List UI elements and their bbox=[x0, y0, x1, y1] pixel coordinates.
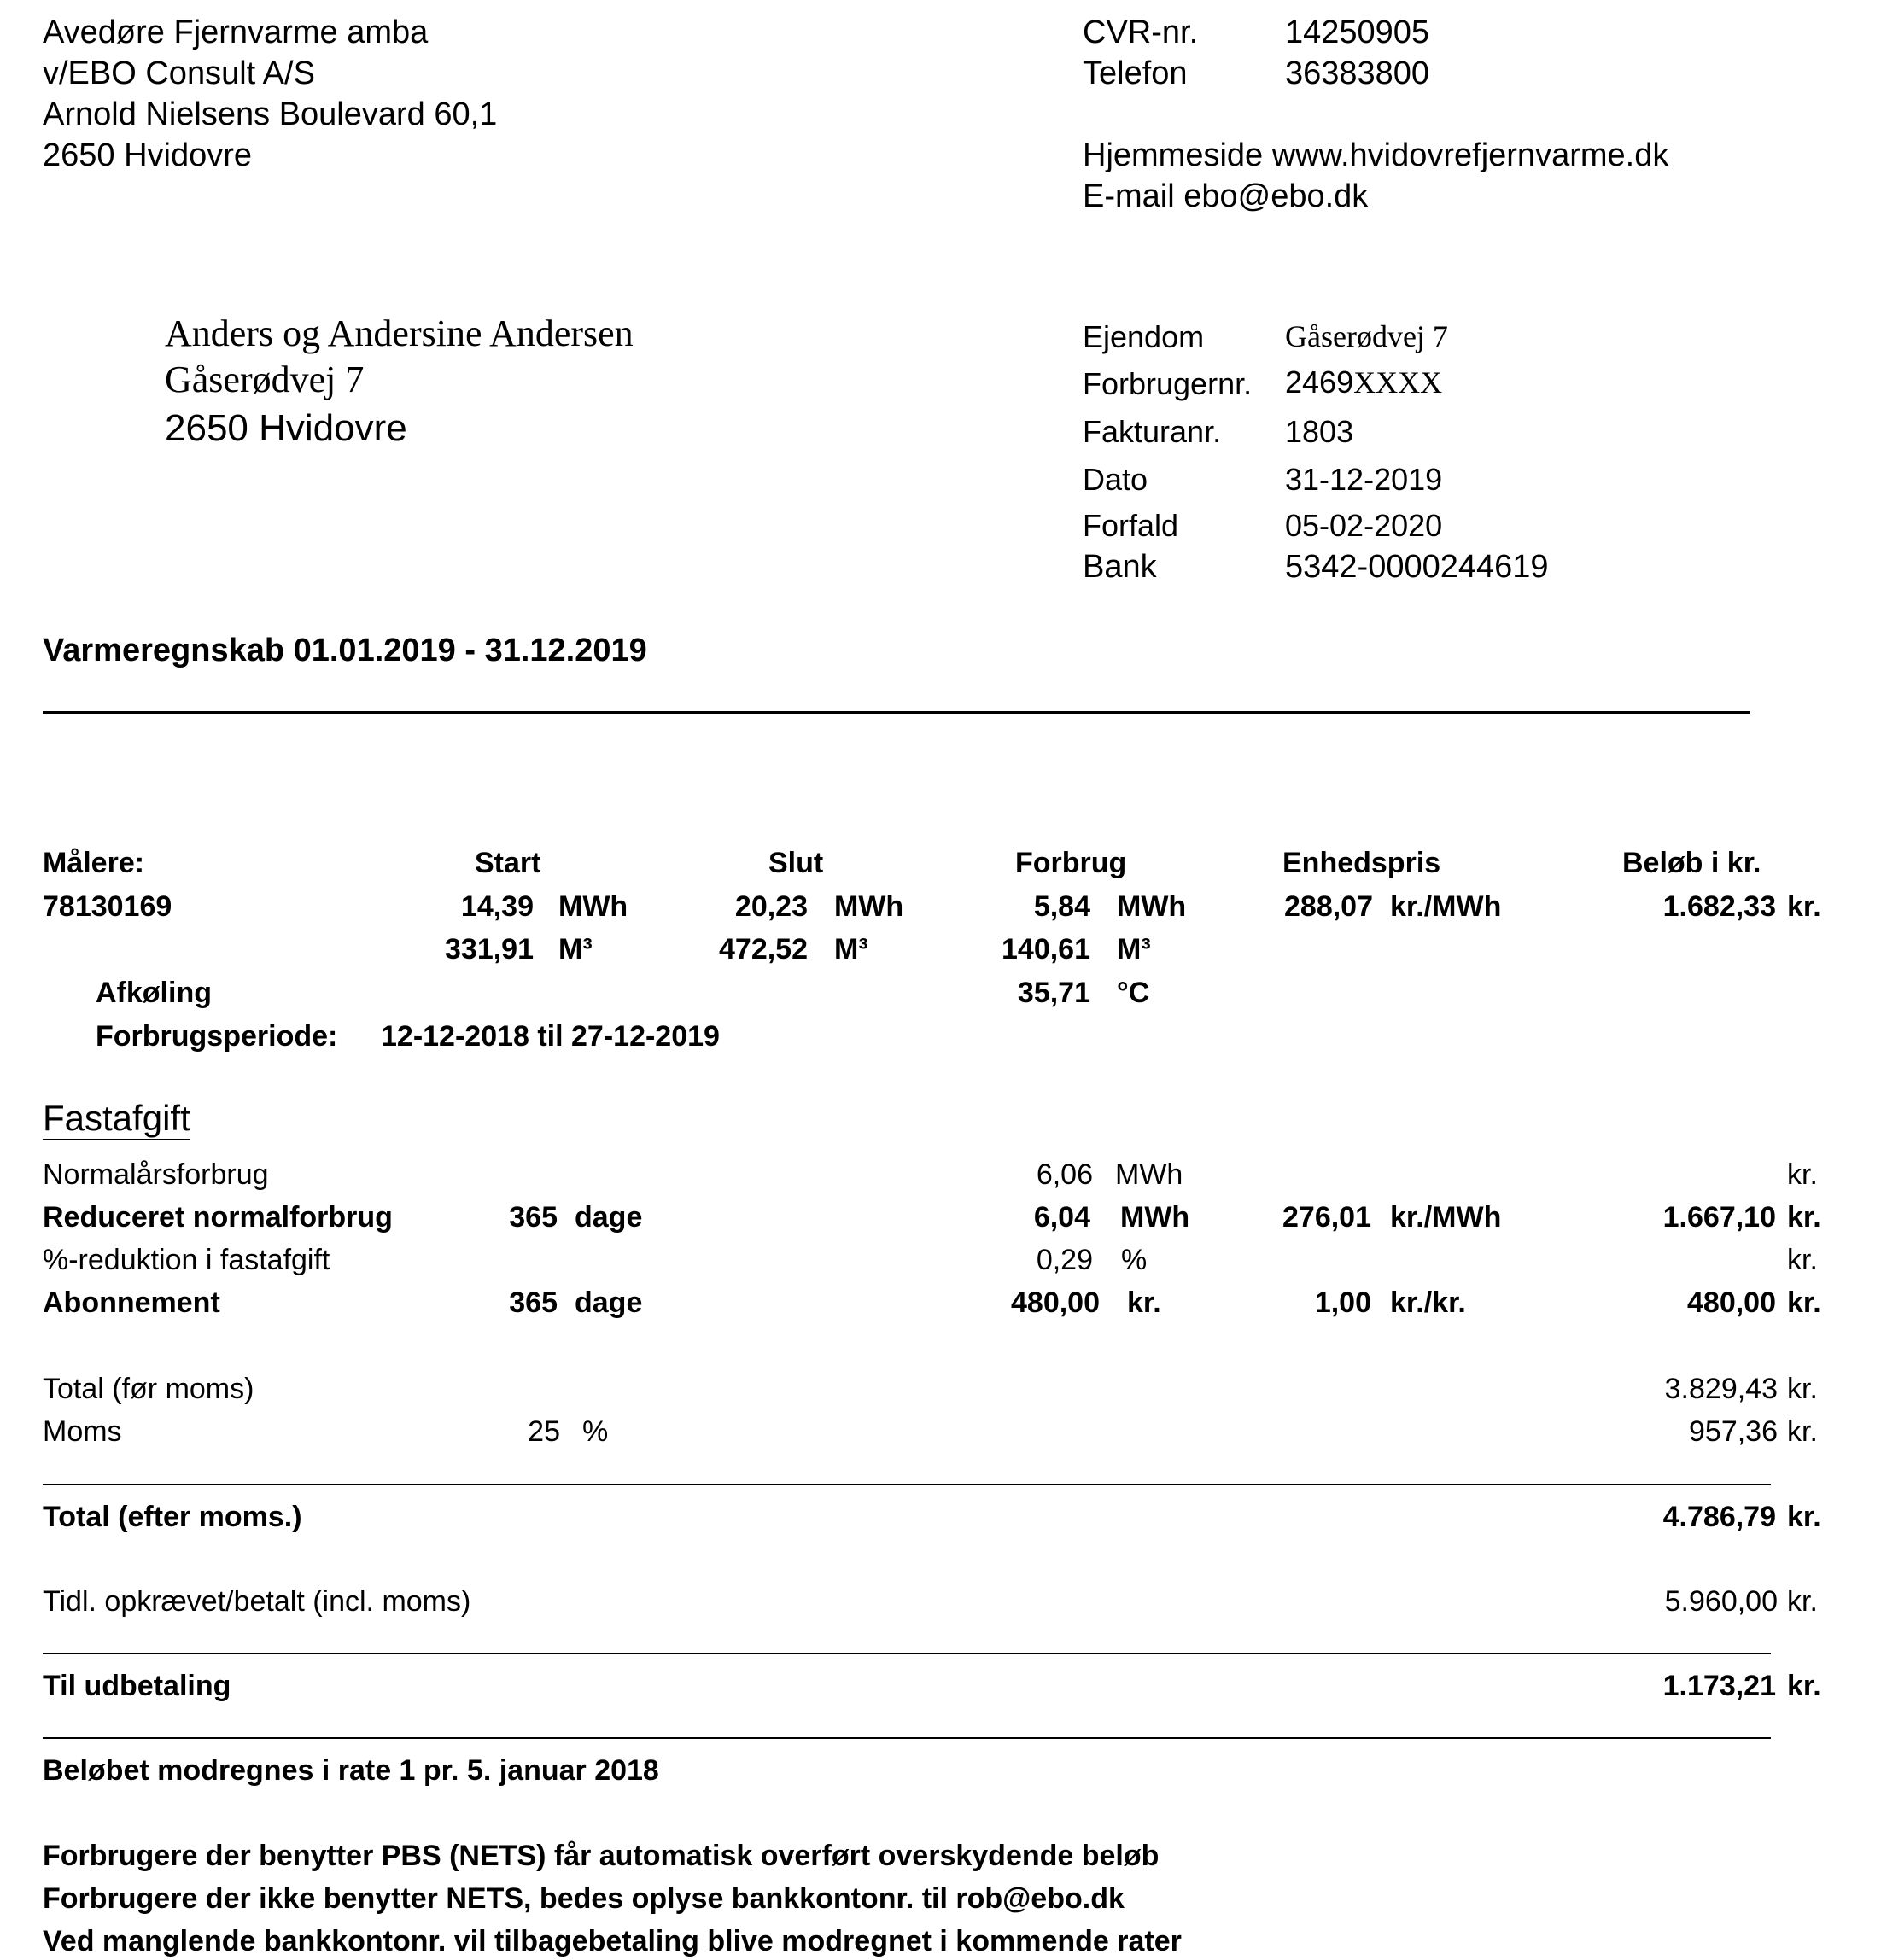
sub-amount: 480,00 bbox=[1687, 1286, 1776, 1319]
total-value: 4.786,79 bbox=[1662, 1501, 1776, 1533]
pre-vat-kr: kr. bbox=[1787, 1373, 1818, 1405]
payout-value: 1.173,21 bbox=[1662, 1670, 1776, 1702]
normal-kr: kr. bbox=[1787, 1158, 1818, 1191]
reduced-price: 276,01 bbox=[1282, 1201, 1371, 1234]
vat-label: Moms bbox=[43, 1415, 122, 1448]
sub-label: Abonnement bbox=[43, 1286, 220, 1319]
prev-kr: kr. bbox=[1787, 1585, 1818, 1618]
price-mwh: 288,07 bbox=[1284, 890, 1373, 923]
end-m3-unit: M³ bbox=[834, 933, 868, 965]
phone-value: 36383800 bbox=[1285, 55, 1430, 91]
start-m3: 331,91 bbox=[445, 933, 534, 965]
note-line-1: Forbrugere der benytter PBS (NETS) får automatisk overført overskydende beløb bbox=[43, 1840, 1160, 1872]
divider-notes bbox=[43, 1737, 1771, 1739]
reduced-amount: 1.667,10 bbox=[1662, 1201, 1776, 1234]
header-maalere: Målere: bbox=[43, 847, 145, 879]
meter-number: 78130169 bbox=[43, 890, 172, 923]
end-mwh-unit: MWh bbox=[834, 890, 904, 923]
recipient-city: 2650 Hvidovre bbox=[165, 407, 407, 449]
customer-prefix: 2469 bbox=[1285, 365, 1354, 400]
email[interactable]: E-mail ebo@ebo.dk bbox=[1083, 178, 1369, 214]
reduced-kr: kr. bbox=[1787, 1201, 1821, 1234]
usage-mwh: 5,84 bbox=[1033, 890, 1090, 923]
usage-mwh-unit: MWh bbox=[1117, 890, 1187, 923]
recipient-name: Anders og Andersine Andersen bbox=[165, 312, 634, 354]
website[interactable]: Hjemmeside www.hvidovrefjernvarme.dk bbox=[1083, 137, 1669, 173]
payout-label: Til udbetaling bbox=[43, 1670, 231, 1702]
normal-label: Normalårsforbrug bbox=[43, 1158, 269, 1191]
period-value: 12-12-2018 til 27-12-2019 bbox=[381, 1020, 720, 1053]
header-start: Start bbox=[475, 847, 541, 879]
bank-label: Bank bbox=[1083, 549, 1157, 585]
reduced-value: 6,04 bbox=[1033, 1201, 1090, 1234]
header-forbrug: Forbrug bbox=[1015, 847, 1127, 879]
recipient-street: Gåserødvej 7 bbox=[165, 359, 365, 400]
invoice-label: Fakturanr. bbox=[1083, 414, 1222, 449]
pct-kr: kr. bbox=[1787, 1244, 1818, 1276]
sub-value: 480,00 bbox=[1011, 1286, 1100, 1319]
total-label: Total (efter moms.) bbox=[43, 1501, 302, 1533]
price-mwh-unit: kr./MWh bbox=[1390, 890, 1502, 923]
vat-kr: kr. bbox=[1787, 1415, 1818, 1448]
sender-street: Arnold Nielsens Boulevard 60,1 bbox=[43, 96, 498, 132]
sub-price: 1,00 bbox=[1314, 1286, 1371, 1319]
due-label: Forfald bbox=[1083, 508, 1179, 543]
customer-masked: XXXX bbox=[1353, 365, 1443, 400]
fixed-heading: Fastafgift bbox=[43, 1098, 190, 1140]
payout-kr: kr. bbox=[1787, 1670, 1821, 1702]
note-line-3: Ved manglende bankkontonr. vil tilbagebetaling blive modregnet i kommende rater bbox=[43, 1925, 1182, 1957]
note-line-2: Forbrugere der ikke benytter NETS, bedes oplyse bankkontonr. til rob@ebo.dk bbox=[43, 1882, 1125, 1915]
normal-value: 6,06 bbox=[1036, 1158, 1093, 1191]
prev-label: Tidl. opkrævet/betalt (incl. moms) bbox=[43, 1585, 471, 1618]
amount-meter: 1.682,33 bbox=[1662, 890, 1776, 923]
reduced-unit: MWh bbox=[1120, 1201, 1190, 1234]
pct-value: 0,29 bbox=[1036, 1244, 1093, 1276]
title-divider bbox=[43, 711, 1750, 714]
start-mwh: 14,39 bbox=[460, 890, 534, 923]
vat-value: 957,36 bbox=[1689, 1415, 1778, 1448]
usage-m3: 140,61 bbox=[1002, 933, 1090, 965]
start-m3-unit: M³ bbox=[558, 933, 593, 965]
header-slut: Slut bbox=[768, 847, 824, 879]
end-m3: 472,52 bbox=[719, 933, 808, 965]
sub-days: 365 bbox=[509, 1286, 558, 1319]
date-label: Dato bbox=[1083, 462, 1148, 497]
phone-label: Telefon bbox=[1083, 55, 1188, 91]
vat-pct-unit: % bbox=[582, 1415, 609, 1448]
sub-price-unit: kr./kr. bbox=[1390, 1286, 1466, 1319]
sub-days-unit: dage bbox=[575, 1286, 643, 1319]
bank-value: 5342-0000244619 bbox=[1285, 549, 1549, 585]
cvr-label: CVR-nr. bbox=[1083, 15, 1199, 50]
sender-co: v/EBO Consult A/S bbox=[43, 55, 315, 91]
date-value: 31-12-2019 bbox=[1285, 462, 1443, 497]
cooling-value: 35,71 bbox=[1017, 977, 1090, 1009]
cvr-value: 14250905 bbox=[1285, 15, 1430, 50]
usage-m3-unit: M³ bbox=[1117, 933, 1151, 965]
pct-label: %-reduktion i fastafgift bbox=[43, 1244, 330, 1276]
amount-meter-unit: kr. bbox=[1787, 890, 1821, 923]
pct-unit: % bbox=[1121, 1244, 1148, 1276]
sender-name: Avedøre Fjernvarme amba bbox=[43, 15, 429, 50]
reduced-label: Reduceret normalforbrug bbox=[43, 1201, 393, 1234]
invoice-value: 1803 bbox=[1285, 414, 1354, 449]
due-value: 05-02-2020 bbox=[1285, 508, 1443, 543]
reduced-days: 365 bbox=[509, 1201, 558, 1234]
page-title: Varmeregnskab 01.01.2019 - 31.12.2019 bbox=[43, 633, 647, 668]
offset-note: Beløbet modregnes i rate 1 pr. 5. januar 2018 bbox=[43, 1754, 659, 1787]
cooling-unit: °C bbox=[1117, 977, 1150, 1009]
start-mwh-unit: MWh bbox=[558, 890, 628, 923]
sender-city: 2650 Hvidovre bbox=[43, 137, 253, 173]
property-value: Gåserødvej 7 bbox=[1285, 319, 1448, 353]
header-enhedspris: Enhedspris bbox=[1282, 847, 1441, 879]
divider-total bbox=[43, 1484, 1771, 1485]
period-label: Forbrugsperiode: bbox=[96, 1020, 338, 1053]
pre-vat-label: Total (før moms) bbox=[43, 1373, 254, 1405]
sub-unit: kr. bbox=[1127, 1286, 1161, 1319]
sub-kr: kr. bbox=[1787, 1286, 1821, 1319]
reduced-days-unit: dage bbox=[575, 1201, 643, 1234]
property-label: Ejendom bbox=[1083, 319, 1205, 354]
customer-value bbox=[1285, 364, 1442, 401]
pre-vat-value: 3.829,43 bbox=[1664, 1373, 1778, 1405]
prev-value: 5.960,00 bbox=[1664, 1585, 1778, 1618]
end-mwh: 20,23 bbox=[734, 890, 808, 923]
header-beloeb: Beløb i kr. bbox=[1622, 847, 1761, 879]
customer-label: Forbrugernr. bbox=[1083, 366, 1253, 401]
vat-pct: 25 bbox=[528, 1415, 560, 1448]
total-kr: kr. bbox=[1787, 1501, 1821, 1533]
reduced-price-unit: kr./MWh bbox=[1390, 1201, 1502, 1234]
cooling-label: Afkøling bbox=[96, 977, 212, 1009]
divider-payout bbox=[43, 1653, 1771, 1654]
normal-unit: MWh bbox=[1115, 1158, 1183, 1191]
